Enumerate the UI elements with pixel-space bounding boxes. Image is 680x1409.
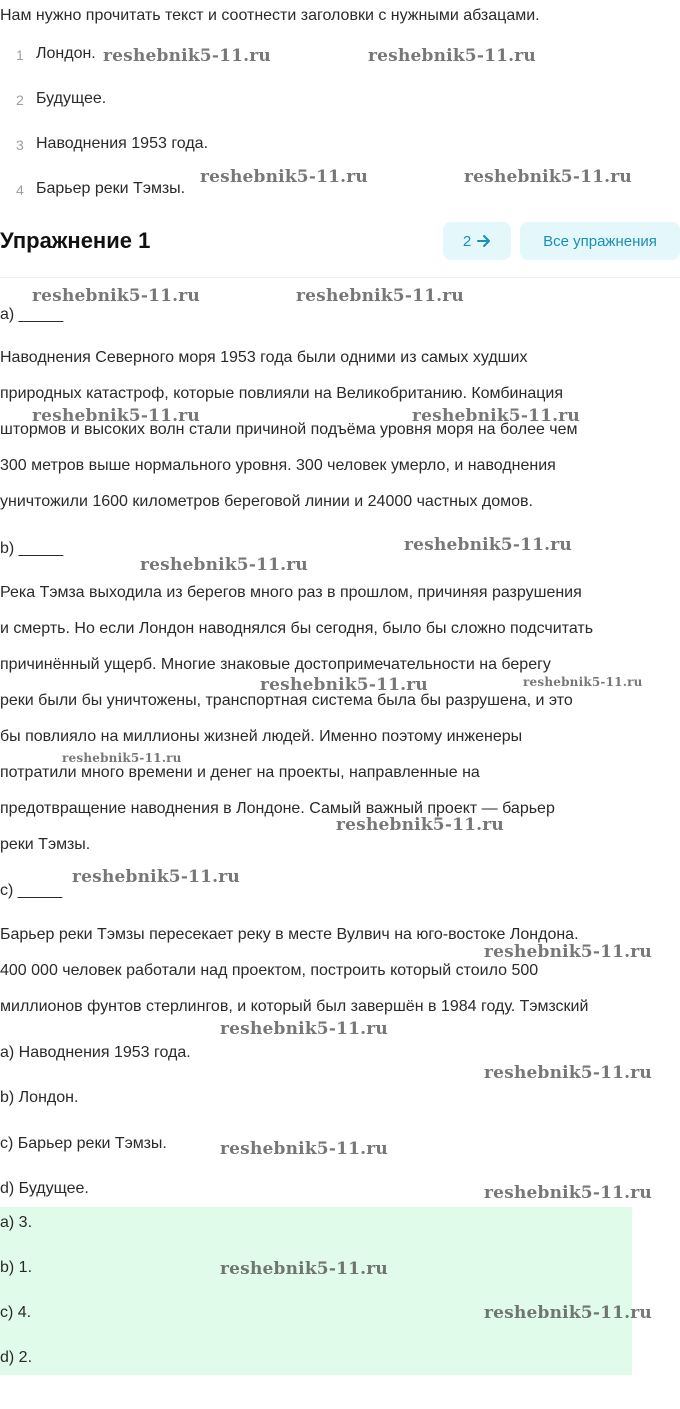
watermark: reshebnik5-11.ru: [200, 167, 368, 187]
watermark: reshebnik5-11.ru: [484, 942, 652, 962]
text-line: и смерть. Но если Лондон наводнялся бы сегодня, было бы сложно подсчитать: [0, 620, 594, 637]
text-line: Барьер реки Тэмзы пересекает реку в месте Вулвич на юго-востоке Лондона.: [0, 926, 579, 943]
heading-text: Будущее.: [36, 90, 107, 107]
heading-number: 1: [16, 47, 24, 63]
watermark: reshebnik5-11.ru: [62, 751, 182, 765]
answer-item: a) 3.: [0, 1214, 33, 1231]
arrow-right-icon: [477, 235, 491, 247]
text-line: потратили много времени и денег на проекты, направленные на: [0, 764, 480, 781]
watermark: reshebnik5-11.ru: [336, 815, 504, 835]
answer-item: b) 1.: [0, 1259, 33, 1276]
watermark: reshebnik5-11.ru: [296, 286, 464, 306]
heading-number: 2: [16, 92, 24, 108]
blank-c: c) _____: [0, 882, 63, 899]
text-line: штормов и высоких волн стали причиной подъёма уровня моря на более чем: [0, 421, 578, 438]
blank-b: b) _____: [0, 540, 64, 557]
watermark: reshebnik5-11.ru: [484, 1183, 652, 1203]
divider: [0, 277, 680, 278]
exercise-title: Упражнение 1: [0, 228, 151, 253]
answer-item: d) 2.: [0, 1349, 33, 1366]
watermark: reshebnik5-11.ru: [220, 1019, 388, 1039]
watermark: reshebnik5-11.ru: [404, 535, 572, 555]
heading-text: Наводнения 1953 года.: [36, 135, 209, 152]
text-line: 300 метров выше нормального уровня. 300 человек умерло, и наводнения: [0, 457, 556, 474]
watermark: reshebnik5-11.ru: [484, 1063, 652, 1083]
match-item: b) Лондон.: [0, 1089, 79, 1106]
watermark: reshebnik5-11.ru: [412, 406, 580, 426]
watermark: reshebnik5-11.ru: [260, 675, 428, 695]
text-line: бы повлияло на миллионы жизней людей. Именно поэтому инженеры: [0, 728, 523, 745]
blank-a: a) _____: [0, 306, 64, 323]
watermark: reshebnik5-11.ru: [484, 1303, 652, 1323]
answer-box: [0, 1207, 632, 1375]
text-line: Река Тэмза выходила из берегов много раз в прошлом, причиняя разрушения: [0, 584, 582, 601]
all-exercises-label: Все упражнения: [543, 232, 657, 250]
watermark: reshebnik5-11.ru: [220, 1139, 388, 1159]
match-item: a) Наводнения 1953 года.: [0, 1044, 191, 1061]
match-item: c) Барьер реки Тэмзы.: [0, 1135, 167, 1152]
watermark: reshebnik5-11.ru: [464, 167, 632, 187]
text-line: реки Тэмзы.: [0, 836, 91, 853]
watermark: reshebnik5-11.ru: [368, 46, 536, 66]
watermark: reshebnik5-11.ru: [72, 867, 240, 887]
watermark: reshebnik5-11.ru: [32, 286, 200, 306]
text-line: уничтожили 1600 километров береговой линии и 24000 частных домов.: [0, 493, 533, 510]
watermark: reshebnik5-11.ru: [523, 675, 643, 689]
text-line: природных катастроф, которые повлияли на Великобританию. Комбинация: [0, 385, 563, 402]
watermark: reshebnik5-11.ru: [220, 1259, 388, 1279]
all-exercises-button[interactable]: [520, 222, 680, 260]
text-line: причинённый ущерб. Многие знаковые достопримечательности на берегу: [0, 656, 551, 673]
next-exercise-label: 2: [462, 232, 472, 250]
text-line: миллионов фунтов стерлингов, и который был завершён в 1984 году. Тэмзский: [0, 998, 589, 1015]
watermark: reshebnik5-11.ru: [140, 555, 308, 575]
text-line: реки были бы уничтожены, транспортная система была бы разрушена, и это: [0, 692, 573, 709]
intro-text: Нам нужно прочитать текст и соотнести заголовки с нужными абзацами.: [0, 7, 540, 24]
heading-number: 3: [16, 137, 24, 153]
text-line: 400 000 человек работали над проектом, построить который стоило 500: [0, 962, 539, 979]
watermark: reshebnik5-11.ru: [32, 406, 200, 426]
watermark: reshebnik5-11.ru: [103, 46, 271, 66]
answer-item: c) 4.: [0, 1304, 32, 1321]
next-exercise-button[interactable]: [443, 222, 511, 260]
heading-text: Барьер реки Тэмзы.: [36, 180, 186, 197]
match-item: d) Будущее.: [0, 1180, 89, 1197]
heading-number: 4: [16, 182, 24, 198]
text-line: предотвращение наводнения в Лондоне. Самый важный проект — барьер: [0, 800, 555, 817]
heading-text: Лондон.: [36, 45, 96, 62]
text-line: Наводнения Северного моря 1953 года были одними из самых худших: [0, 349, 528, 366]
